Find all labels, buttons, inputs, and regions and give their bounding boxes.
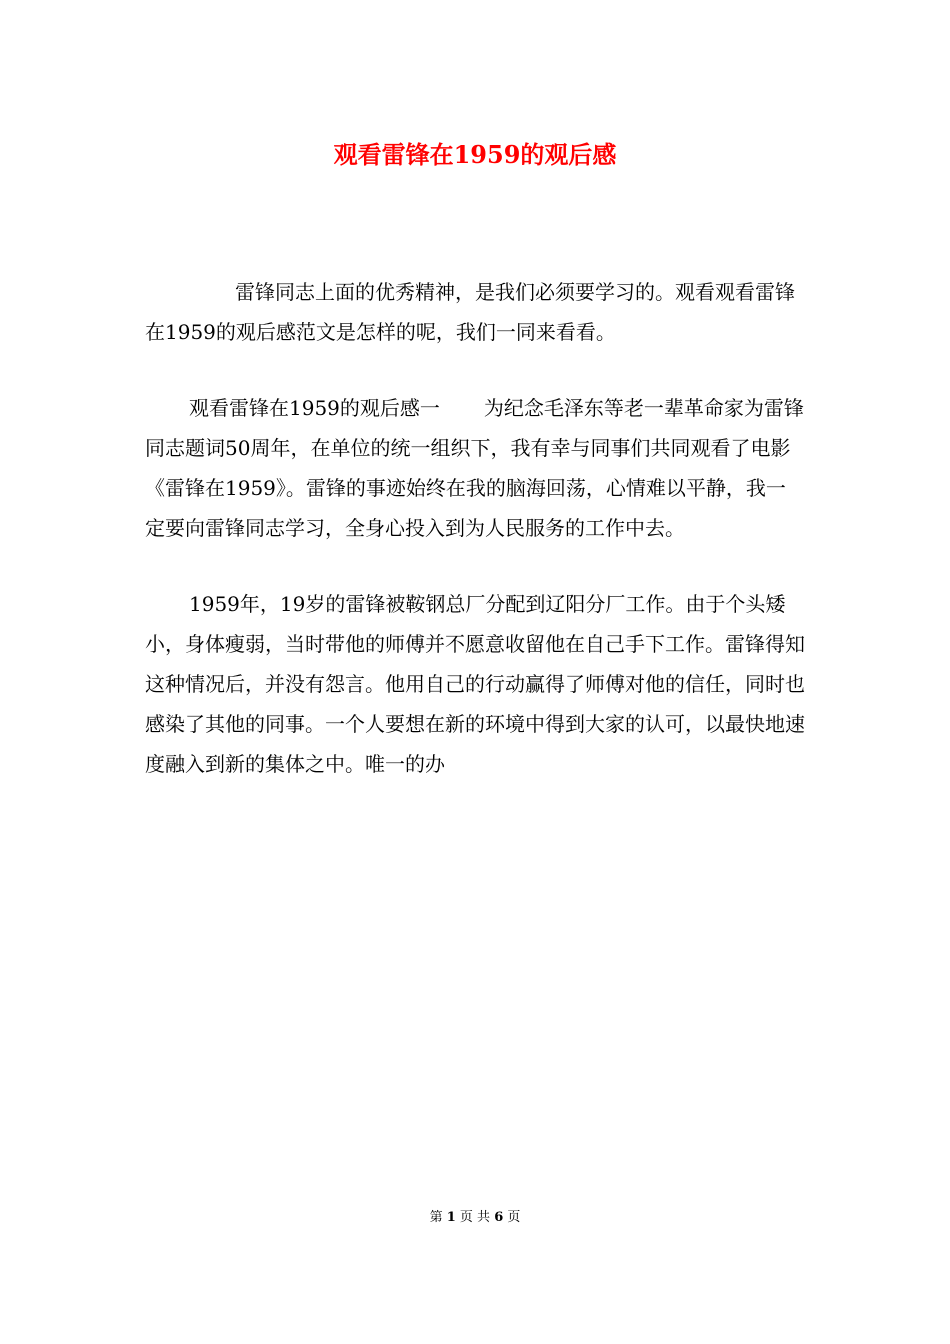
paragraph-intro <box>145 272 805 352</box>
paragraph-story <box>145 584 805 784</box>
paragraph-section-one-text: 为纪念毛泽东等老一辈革命家为雷锋同志题词50周年，在单位的统一组织下，我有幸与同事们共同观看了电影《雷锋在1959》。雷锋的事迹始终在我的脑海回荡，心情难以平静，我一定要向雷锋同志学习，全身心投入到为人民服务的工作中去。 <box>145 396 804 540</box>
document-body <box>145 272 805 820</box>
footer-middle: 页 共 <box>459 1210 491 1225</box>
paragraph-story-text: 1959年，19岁的雷锋被鞍钢总厂分配到辽阳分厂工作。由于个头矮小，身体瘦弱，当时带他的师傅并不愿意收留他在自己手下工作。雷锋得知这种情况后，并没有怨言。他用自己的行动赢得了师傅对他的信任，同时也感染了其他的同事。一个人要想在新的环境中得到大家的认可，以最快地速度融入到新的集体之中。唯一的办 <box>145 592 805 776</box>
paragraph-intro-text: 雷锋同志上面的优秀精神，是我们必须要学习的。观看观看雷锋在1959的观后感范文是怎样的呢，我们一同来看看。 <box>145 280 795 344</box>
paragraph-section-one <box>145 388 805 548</box>
footer-suffix: 页 <box>507 1210 521 1225</box>
footer-total-pages: 6 <box>494 1210 504 1225</box>
page-footer <box>0 1208 950 1228</box>
footer-current-page: 1 <box>446 1210 456 1225</box>
document-title: 观看雷锋在1959的观后感 <box>333 140 617 169</box>
footer-prefix: 第 <box>429 1210 443 1225</box>
section-heading: 观看雷锋在1959的观后感一 <box>189 396 440 420</box>
